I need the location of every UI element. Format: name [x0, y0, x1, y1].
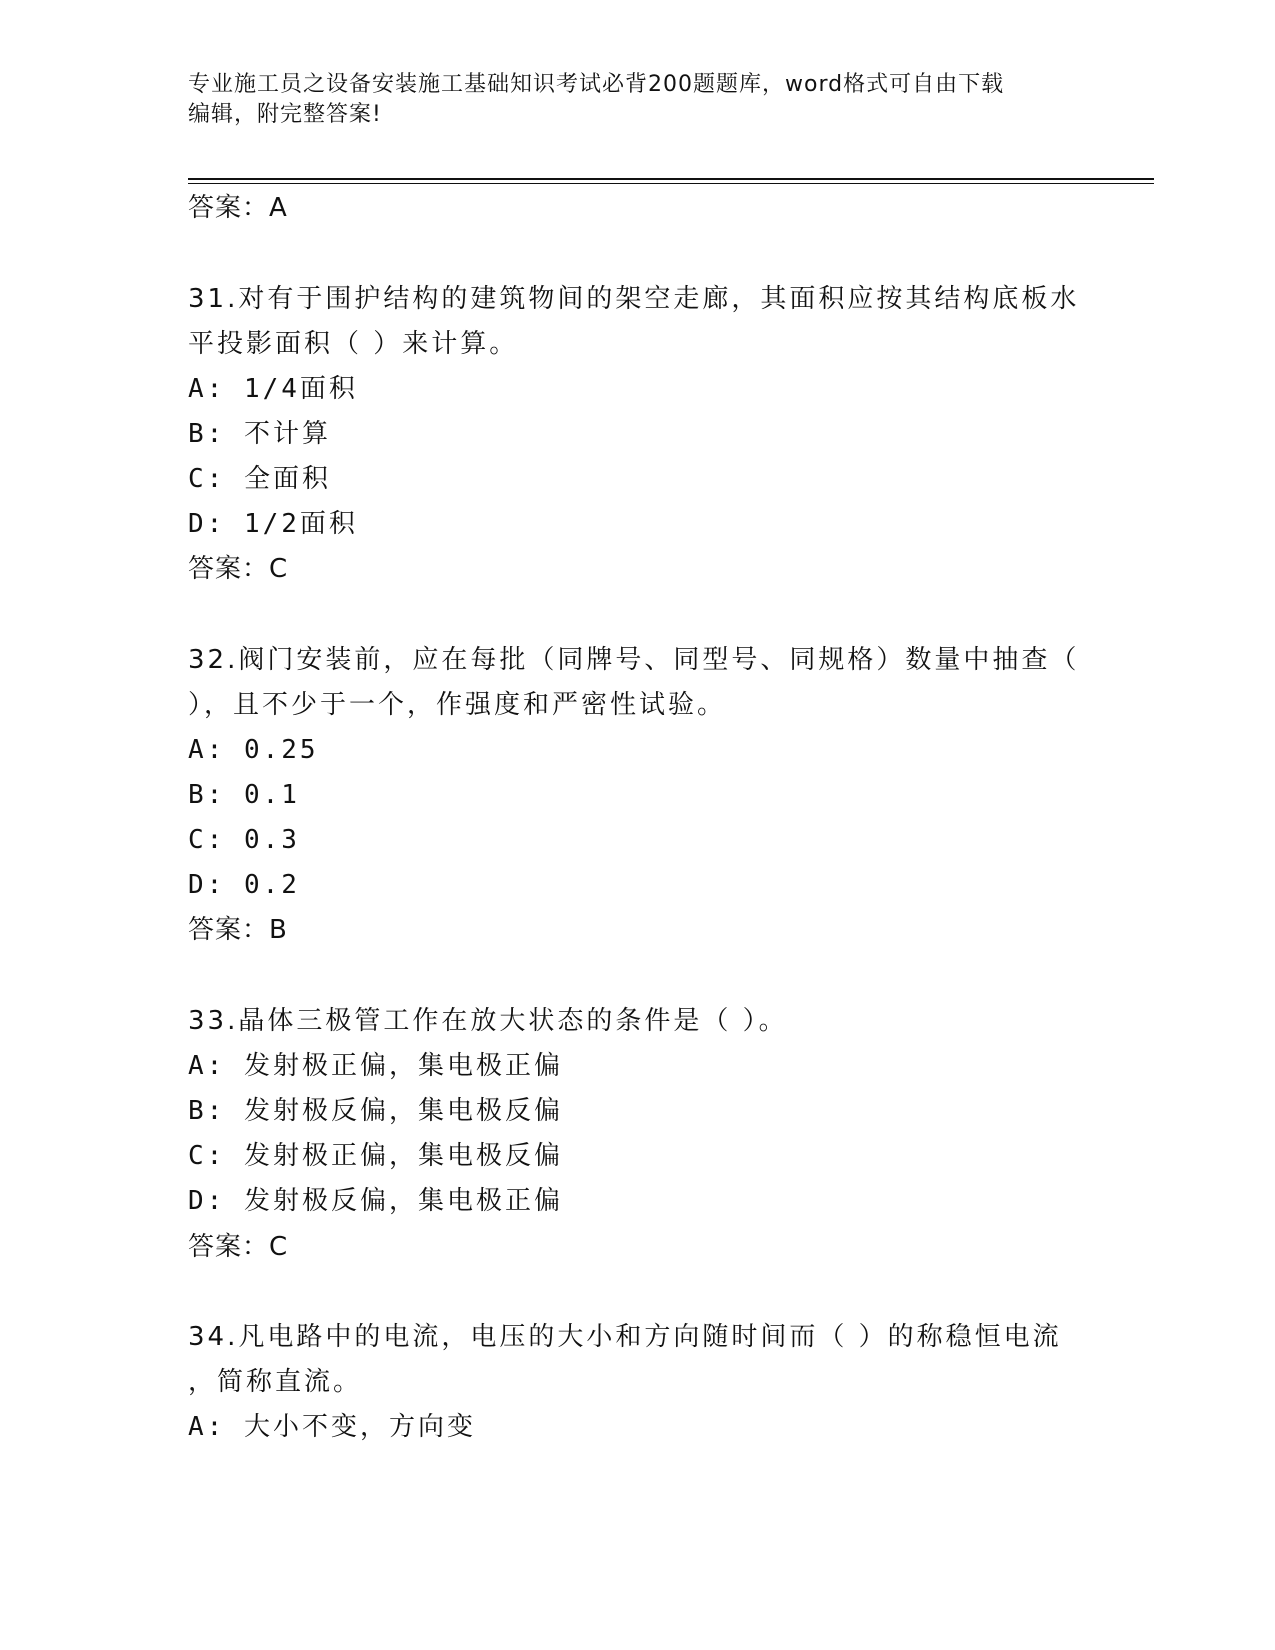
prev-answer: 答案：A	[188, 193, 288, 223]
question-33-line-1: 33.晶体三极管工作在放大状态的条件是（ ）。	[188, 1006, 788, 1036]
question-31-answer: 答案：C	[188, 554, 289, 584]
question-32-line-1: 32.阀门安装前，应在每批（同牌号、同型号、同规格）数量中抽查（	[188, 645, 1080, 675]
document-header	[188, 70, 1088, 130]
question-33-option-a: A: 发射极正偏，集电极正偏	[188, 1051, 563, 1081]
question-34-option-a: A: 大小不变，方向变	[188, 1412, 476, 1442]
question-32-answer: 答案：B	[188, 915, 288, 945]
header-line-1: 专业施工员之设备安装施工基础知识考试必背200题题库，word格式可自由下载	[188, 72, 1005, 97]
question-33-option-c: C: 发射极正偏，集电极反偏	[188, 1141, 563, 1171]
header-rule-thick	[188, 178, 1154, 180]
question-31-option-d: D: 1/2面积	[188, 509, 358, 539]
question-32-option-c: C: 0.3	[188, 825, 300, 855]
question-33-answer: 答案：C	[188, 1232, 289, 1262]
question-31-option-b: B: 不计算	[188, 419, 331, 449]
question-33-option-b: B: 发射极反偏，集电极反偏	[188, 1096, 563, 1126]
header-line-2: 编辑，附完整答案!	[188, 102, 382, 127]
question-34-line-2: ，简称直流。	[188, 1367, 363, 1397]
question-32-option-d: D: 0.2	[188, 870, 300, 900]
question-32-option-a: A: 0.25	[188, 735, 319, 765]
question-31-option-a: A: 1/4面积	[188, 374, 358, 404]
question-31-line-1: 31.对有于围护结构的建筑物间的架空走廊，其面积应按其结构底板水	[188, 284, 1080, 314]
question-33-option-d: D: 发射极反偏，集电极正偏	[188, 1186, 563, 1216]
question-34-line-1: 34.凡电路中的电流，电压的大小和方向随时间而（ ）的称稳恒电流	[188, 1322, 1062, 1352]
question-31-option-c: C: 全面积	[188, 464, 331, 494]
question-31-line-2: 平投影面积（ ）来计算。	[188, 329, 519, 359]
question-32-line-2: ），且不少于一个，作强度和严密性试验。	[188, 690, 727, 720]
header-rule-thin	[188, 183, 1154, 184]
question-32-option-b: B: 0.1	[188, 780, 300, 810]
